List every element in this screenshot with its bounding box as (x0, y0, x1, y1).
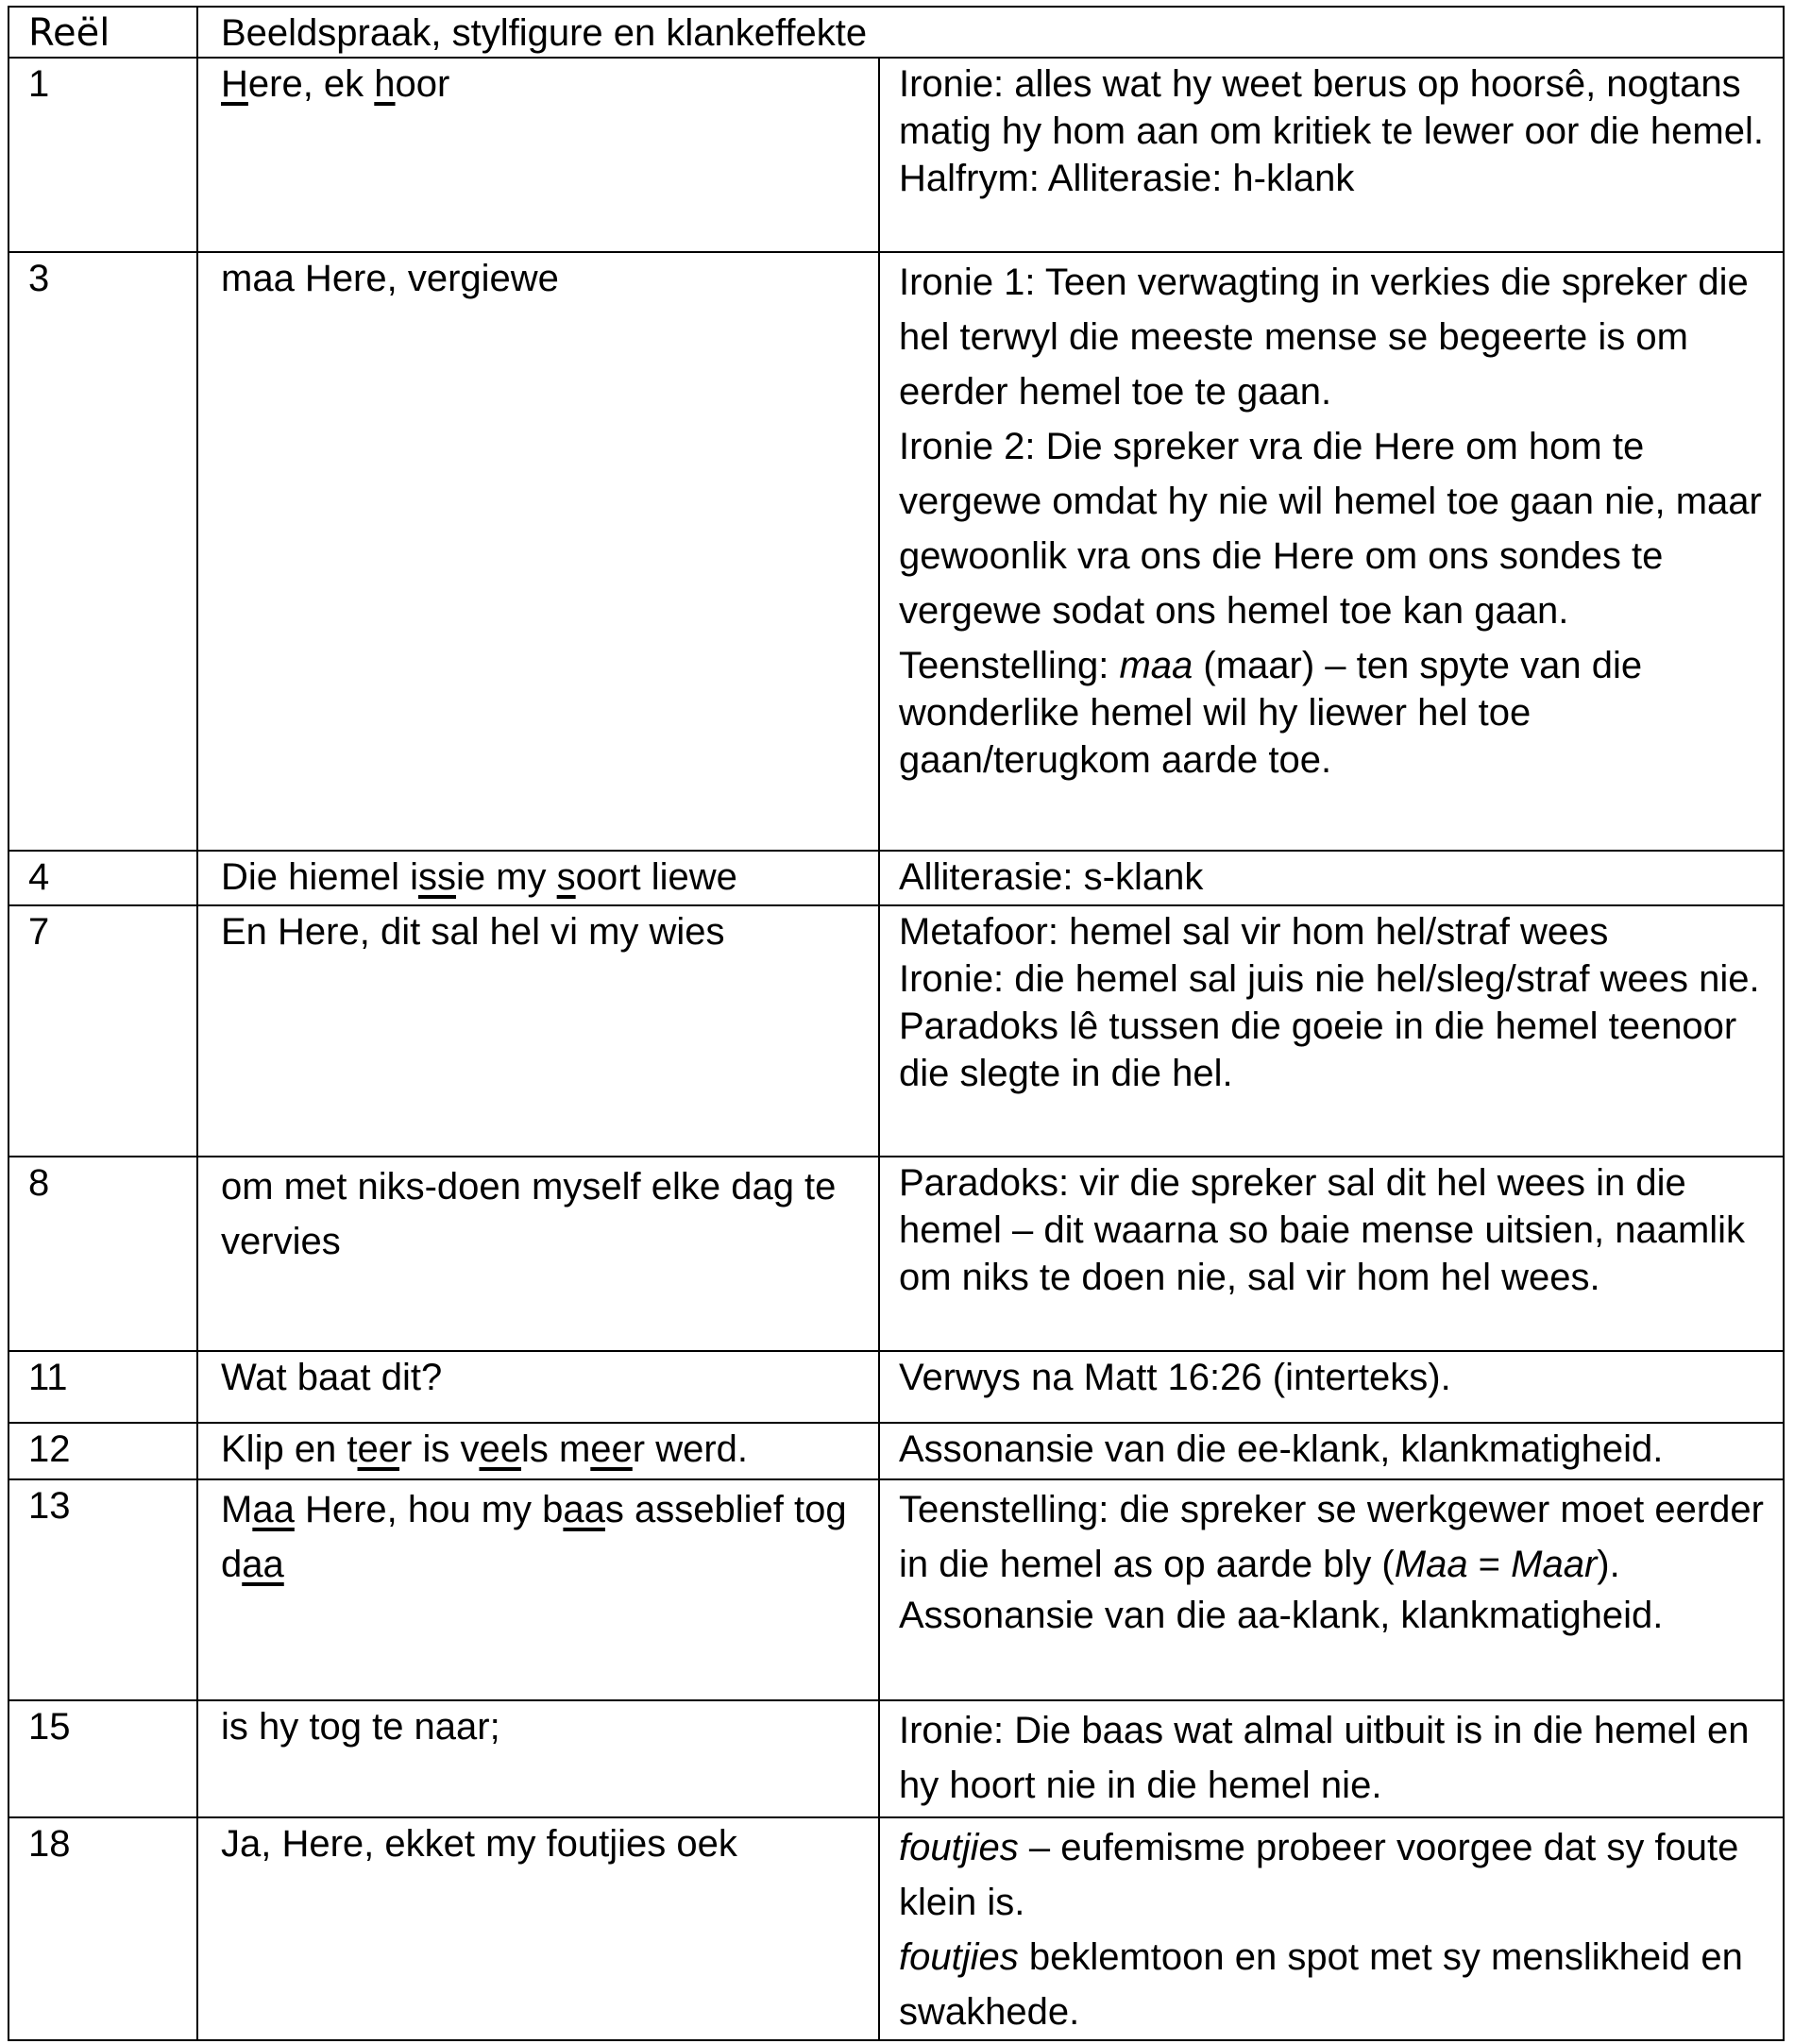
table-row (8, 1423, 1784, 1479)
table-header-row (8, 7, 1784, 58)
line-number: 18 (8, 1817, 197, 2040)
line-number: 3 (8, 252, 197, 851)
figure-notes: Verwys na Matt 16:26 (interteks). (879, 1351, 1784, 1423)
figure-notes: Ironie: Die baas wat almal uitbuit is in die hemel en hy hoort nie in die hemel nie. (879, 1700, 1784, 1817)
figure-notes: foutjies – eufemisme probeer voorgee dat sy foute klein is. foutjies beklemtoon en spot met sy menslikheid en swakhede. (879, 1817, 1784, 2040)
poetry-analysis-table (8, 6, 1785, 2041)
poem-phrase: Die hiemel issie my soort liewe (197, 851, 879, 905)
table-row (8, 1700, 1784, 1817)
table-row (8, 252, 1784, 851)
poem-phrase: Ja, Here, ekket my foutjies oek (197, 1817, 879, 2040)
poem-phrase: maa Here, vergiewe (197, 252, 879, 851)
figure-notes: Assonansie van die ee-klank, klankmatigheid. (879, 1423, 1784, 1479)
figure-notes: Alliterasie: s-klank (879, 851, 1784, 905)
poem-phrase: Klip en teer is veels meer werd. (197, 1423, 879, 1479)
figure-notes: Teenstelling: die spreker se werkgewer moet eerder in die hemel as op aarde bly (Maa = Maar). Assonansie van die aa-klank, klankmatigheid. (879, 1479, 1784, 1700)
poem-phrase: om met niks-doen myself elke dag te vervies (197, 1157, 879, 1351)
poem-phrase: En Here, dit sal hel vi my wies (197, 905, 879, 1157)
table-row (8, 1157, 1784, 1351)
table-row (8, 1817, 1784, 2040)
line-number: 8 (8, 1157, 197, 1351)
figure-notes: Ironie 1: Teen verwagting in verkies die spreker die hel terwyl die meeste mense se begeerte is om eerder hemel toe te gaan. Ironie 2: Die spreker vra die Here om hom te vergewe omdat hy nie wil hemel toe gaan nie, maar gewoonlik vra ons die Here om ons sondes te vergewe sodat ons hemel toe kan gaan. Teenstelling: maa (maar) – ten spyte van die wonderlike hemel wil hy liewer hel toe gaan/terugkom aarde toe. (879, 252, 1784, 851)
header-figures: Beeldspraak, stylfigure en klankeffekte (197, 7, 1784, 58)
poem-phrase: Maa Here, hou my baas asseblief tog daa (197, 1479, 879, 1700)
line-number: 4 (8, 851, 197, 905)
line-number: 13 (8, 1479, 197, 1700)
poem-phrase: Here, ek hoor (197, 58, 879, 252)
line-number: 1 (8, 58, 197, 252)
table-row (8, 58, 1784, 252)
figure-notes: Paradoks: vir die spreker sal dit hel wees in die hemel – dit waarna so baie mense uitsien, naamlik om niks te doen nie, sal vir hom hel wees. (879, 1157, 1784, 1351)
poem-phrase: is hy tog te naar; (197, 1700, 879, 1817)
line-number: 15 (8, 1700, 197, 1817)
line-number: 11 (8, 1351, 197, 1423)
poem-phrase: Wat baat dit? (197, 1351, 879, 1423)
line-number: 7 (8, 905, 197, 1157)
table-row (8, 851, 1784, 905)
figure-notes: Ironie: alles wat hy weet berus op hoorsê, nogtans matig hy hom aan om kritiek te lewer oor die hemel. Halfrym: Alliterasie: h-klank (879, 58, 1784, 252)
figure-notes: Metafoor: hemel sal vir hom hel/straf wees Ironie: die hemel sal juis nie hel/sleg/straf wees nie. Paradoks lê tussen die goeie in die hemel teenoor die slegte in die hel. (879, 905, 1784, 1157)
table-row (8, 1479, 1784, 1700)
table-row (8, 905, 1784, 1157)
table-row (8, 1351, 1784, 1423)
line-number: 12 (8, 1423, 197, 1479)
header-line-number: Reël (8, 7, 197, 58)
